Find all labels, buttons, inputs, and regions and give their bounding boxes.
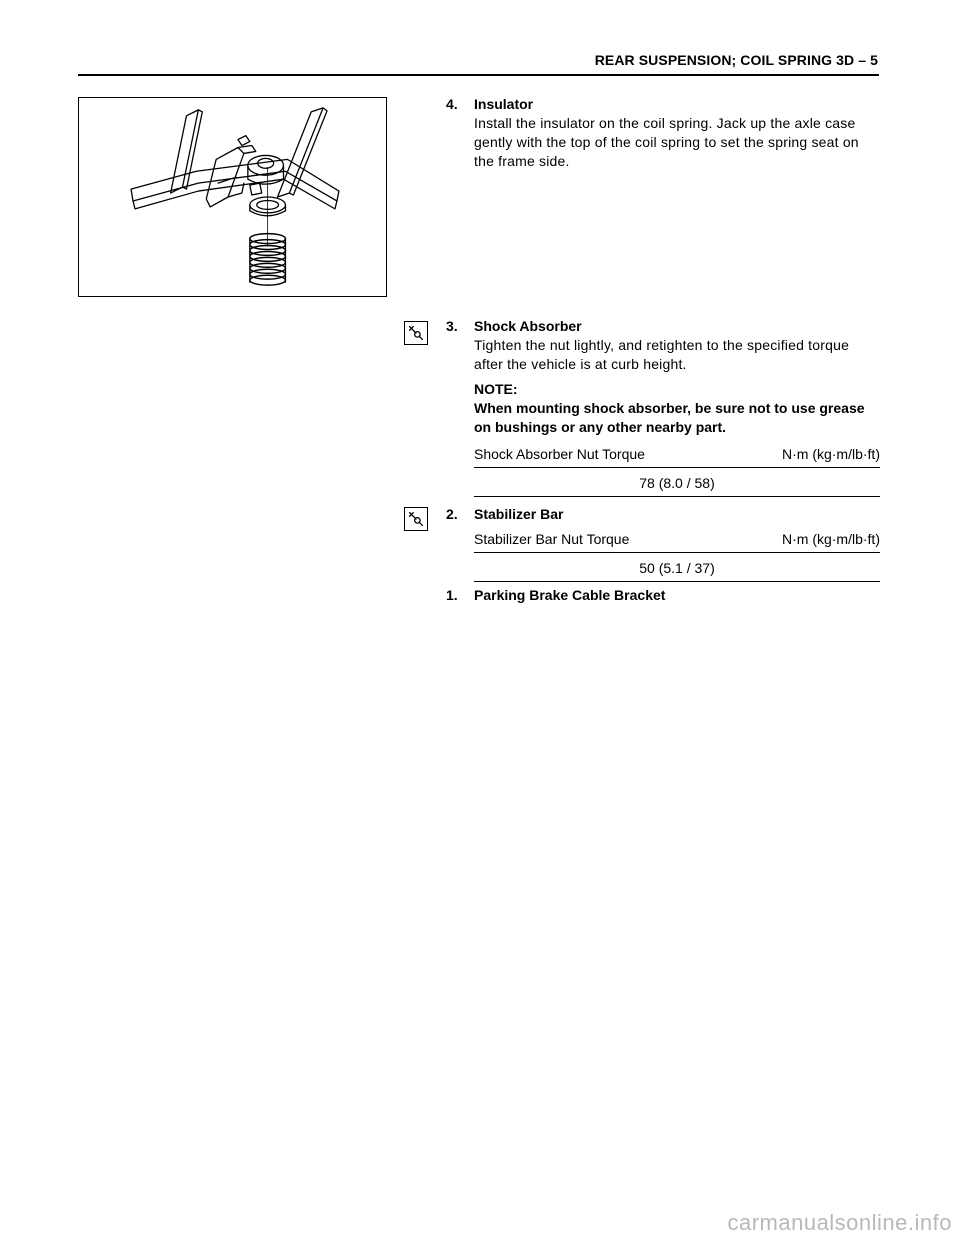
- page-title: REAR SUSPENSION; COIL SPRING 3D – 5: [594, 52, 878, 68]
- torque-table: [474, 530, 880, 582]
- step-number: 1.: [446, 587, 458, 603]
- torque-wrench-icon: [404, 321, 428, 345]
- step-stabilizer-bar: [446, 505, 880, 582]
- torque-label: Shock Absorber Nut Torque: [474, 446, 645, 462]
- step-text: Install the insulator on the coil spring. Jack up the axle case gently with the top of the coil spring to set the spring seat on the frame side.: [474, 115, 859, 169]
- step-title: Stabilizer Bar: [474, 506, 564, 522]
- note-text: When mounting shock absorber, be sure not to use grease on bushings or any other nearby part.: [474, 400, 865, 435]
- step-number: 4.: [446, 96, 458, 112]
- torque-value: 50 (5.1 / 37): [474, 553, 880, 582]
- step-insulator: [446, 95, 880, 171]
- torque-table: [474, 445, 880, 497]
- step-parking-brake-cable-bracket: [446, 586, 880, 605]
- step-title: Parking Brake Cable Bracket: [474, 587, 666, 603]
- insulator-illustration: [78, 97, 387, 297]
- coil-spring-insulator-illustration: [79, 98, 386, 296]
- step-title: Insulator: [474, 96, 534, 112]
- torque-unit: N·m (kg·m/lb·ft): [782, 531, 880, 547]
- note-label: NOTE:: [474, 381, 518, 397]
- torque-value: 78 (8.0 / 58): [474, 468, 880, 497]
- torque-unit: N·m (kg·m/lb·ft): [782, 446, 880, 462]
- step-number: 2.: [446, 506, 458, 522]
- step-shock-absorber: [446, 317, 880, 497]
- step-text: Tighten the nut lightly, and retighten to the specified torque after the vehicle is at curb height.: [474, 337, 850, 372]
- step-title: Shock Absorber: [474, 318, 582, 334]
- watermark: carmanualsonline.info: [727, 1210, 952, 1235]
- header-divider: [78, 74, 879, 76]
- torque-label: Stabilizer Bar Nut Torque: [474, 531, 630, 547]
- step-number: 3.: [446, 318, 458, 334]
- torque-wrench-icon: [404, 507, 428, 531]
